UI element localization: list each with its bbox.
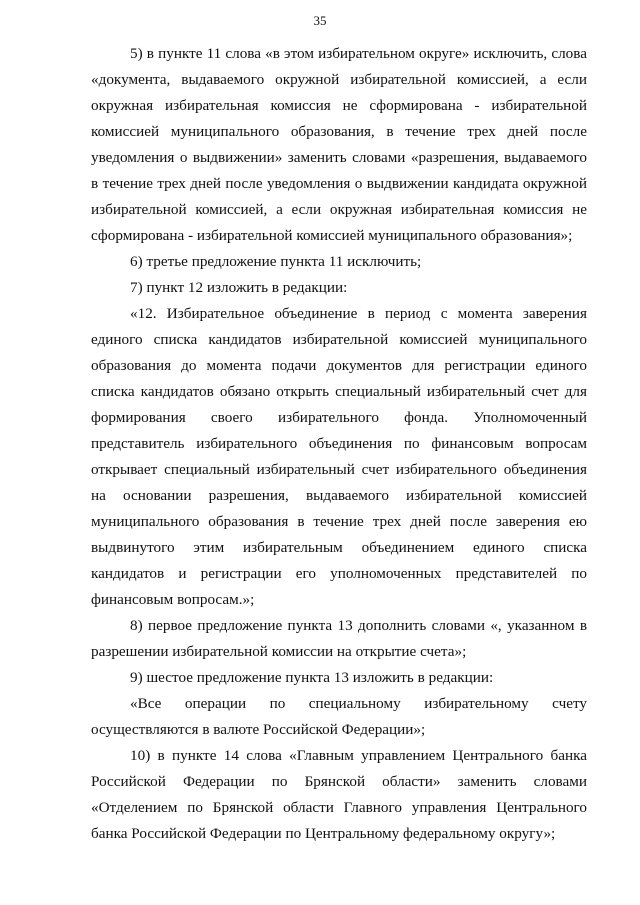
paragraph-5: 5) в пункте 11 слова «в этом избирательном округе» исключить, слова «документа, выдаваемого окружной избирательной комиссией, а если окружная избирательная комиссия не сформирована - избирательной комиссией муниципального образования, в течение трех дней после уведомления о выдвижении» заменить словами «разрешения, выдаваемого в течение трех дней после уведомления о выдвижении кандидата окружной избирательной комиссией, а если окружная избирательная комиссия не сформирована - избирательной комиссией муниципального образования»; — [91, 45, 587, 244]
paragraph-7: 7) пункт 12 изложить в редакции: — [130, 279, 348, 296]
paragraph-9-quote: «Все операции по специальному избирательному счету осуществляются в валюте Российской Федерации»; — [91, 695, 587, 738]
page-number: 35 — [313, 13, 327, 28]
paragraph-8: 8) первое предложение пункта 13 дополнить словами «, указанном в разрешении избирательной комиссии на открытие счета»; — [91, 617, 587, 660]
paragraph-7-quote: «12. Избирательное объединение в период с момента заверения единого списка кандидатов избирательной комиссией муниципального образования до момента подачи документов для регистрации единого списка кандидатов обязано открыть специальный избирательный счет для формирования своего избирательного фонда. Уполномоченный представитель избирательного объединения по финансовым вопросам открывает специальный избирательный счет избирательного объединения на основании разрешения, выдаваемого избирательной комиссией муниципального образования в течение трех дней после заверения ею выдвинутого этим избирательным объединением единого списка кандидатов и регистрации его уполномоченных представителей по финансовым вопросам.»; — [91, 305, 587, 608]
document-body — [91, 41, 587, 847]
paragraph-6: 6) третье предложение пункта 11 исключить; — [130, 253, 422, 270]
paragraph-10: 10) в пункте 14 слова «Главным управлением Центрального банка Российской Федерации по Брянской области» заменить словами «Отделением по Брянской области Главного управления Центрального банка Российской Федерации по Центральному федеральному округу»; — [91, 747, 587, 842]
paragraph-9: 9) шестое предложение пункта 13 изложить в редакции: — [130, 669, 494, 686]
